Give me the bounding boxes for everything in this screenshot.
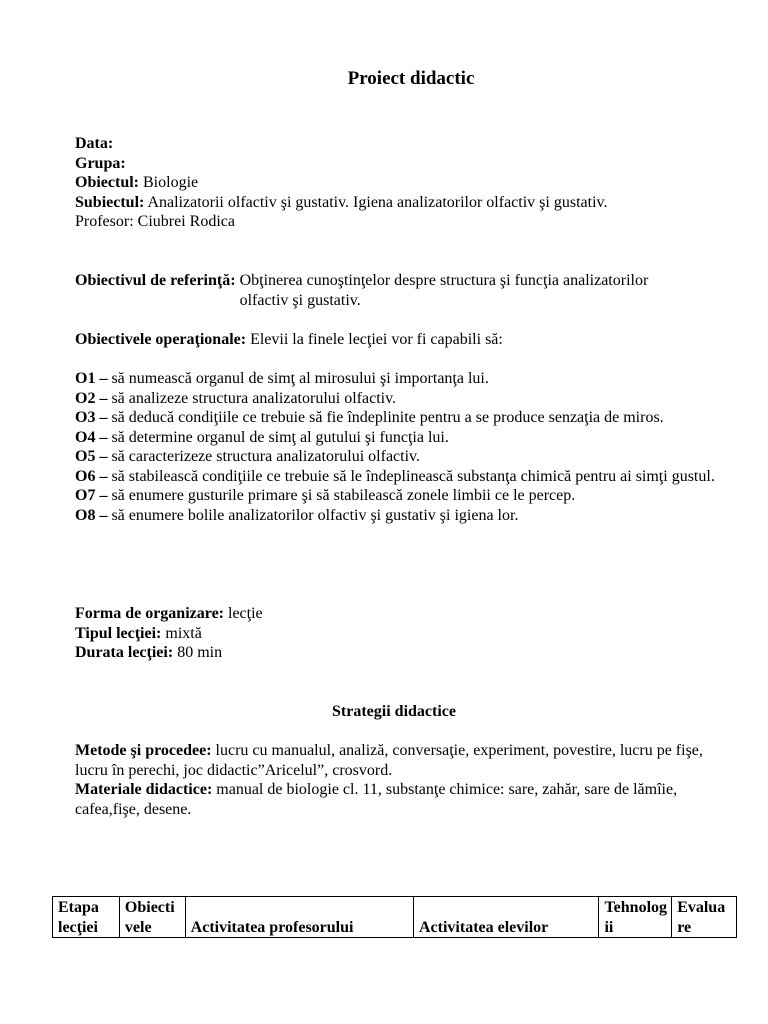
grupa-label: Grupa: <box>75 154 126 172</box>
objective-item <box>75 389 725 409</box>
durata-value: 80 min <box>173 644 223 661</box>
objective-text: să stabilească condiţiile ce trebuie să le îndeplinească substanţa chimică pentru ai simţi gustul. <box>107 467 715 485</box>
forma-value: lecţie <box>224 605 263 622</box>
objective-code: O6 – <box>75 467 108 485</box>
operational-objectives-label: Obiectivele operaţionale: <box>75 331 247 348</box>
methods-label: Metode şi procedee: <box>75 742 212 759</box>
objective-item <box>75 467 725 487</box>
header-obiectivele: Obiectivele <box>119 897 185 938</box>
obiectul-value: Biologie <box>139 174 199 191</box>
materials-paragraph <box>75 780 715 819</box>
methods-value: lucru cu manualul, analiză, conversaţie, experiment, povestire, lucru pe fişe, lucru în perechi, joc didactic”Aricelul”, crosvord. <box>75 742 703 779</box>
materials-value: manual de biologie cl. 11, substanţe chimice: sare, zahăr, sare de lămîie, cafea,fişe, desene. <box>75 781 678 818</box>
reference-objective <box>75 271 715 310</box>
obiectul-line <box>75 173 715 193</box>
objective-text: să enumere gusturile primare şi să stabilească zonele limbii ce le percep. <box>107 487 576 504</box>
objective-text: să numească organul de simţ al mirosului şi importanţa lui. <box>107 370 489 387</box>
operational-objectives-intro <box>75 330 715 350</box>
objective-text: să deducă condiţiile ce trebuie să fie îndeplinite pentru a se produce senzaţia de miros. <box>107 409 664 426</box>
data-label: Data: <box>75 135 114 152</box>
operational-objectives-list <box>75 369 725 525</box>
tipul-label: Tipul lecţiei: <box>75 624 162 642</box>
strategies-heading: Strategii didactice <box>332 703 456 720</box>
objective-text: să analizeze structura analizatorului olfactiv. <box>107 389 397 407</box>
tipul-value: mixtă <box>161 624 202 642</box>
subiectul-value: Analizatorii olfactiv şi gustativ. Igiena analizatorilor olfactiv şi gustativ. <box>144 193 608 211</box>
subiectul-line <box>75 193 715 213</box>
document-title: Proiect didactic <box>347 68 475 89</box>
materials-label: Materiale didactice: <box>75 781 213 798</box>
header-block <box>75 134 715 232</box>
header-evaluare: Evaluare <box>672 897 737 938</box>
objective-item <box>75 428 725 448</box>
objective-text: să determine organul de simţ al gutului şi funcţia lui. <box>107 428 449 446</box>
lesson-table <box>52 896 737 938</box>
table-header-row <box>53 897 737 938</box>
header-tehnologii: Tehnologii <box>599 897 672 938</box>
objective-item <box>75 369 725 389</box>
forma-label: Forma de organizare: <box>75 605 224 622</box>
objective-text: să caracterizeze structura analizatorului olfactiv. <box>107 448 421 465</box>
header-etapa-lectiei: Etapa lecţiei <box>53 897 120 938</box>
objective-code: O2 – <box>75 389 108 407</box>
profesor-line: Profesor: Ciubrei Rodica <box>75 213 235 230</box>
objective-code: O1 – <box>75 370 108 387</box>
objective-code: O5 – <box>75 448 108 465</box>
objective-code: O8 – <box>75 506 108 524</box>
objective-code: O4 – <box>75 428 108 446</box>
objective-item <box>75 447 725 467</box>
methods-paragraph <box>75 741 715 780</box>
operational-objectives-intro-text: Elevii la finele lecţiei vor fi capabili să: <box>246 331 503 348</box>
reference-objective-label: Obiectivul de referinţă: <box>75 272 240 289</box>
strategies-block <box>75 741 715 819</box>
header-activitatea-elevilor: Activitatea elevilor <box>413 897 598 938</box>
objective-code: O7 – <box>75 487 108 504</box>
durata-label: Durata lecţiei: <box>75 644 174 661</box>
objective-text: să enumere bolile analizatorilor olfactiv şi gustativ şi igiena lor. <box>107 506 519 524</box>
organization-block <box>75 604 715 663</box>
objective-item <box>75 506 725 526</box>
objective-item <box>75 408 725 428</box>
reference-objective-text: Obţinerea cunoştinţelor despre structura şi funcţia analizatorilor olfactiv şi gustativ. <box>239 272 649 309</box>
objective-code: O3 – <box>75 409 108 426</box>
subiectul-label: Subiectul: <box>75 193 145 211</box>
objective-item <box>75 486 725 506</box>
header-activitatea-profesorului: Activitatea profesorului <box>185 897 413 938</box>
obiectul-label: Obiectul: <box>75 174 139 191</box>
